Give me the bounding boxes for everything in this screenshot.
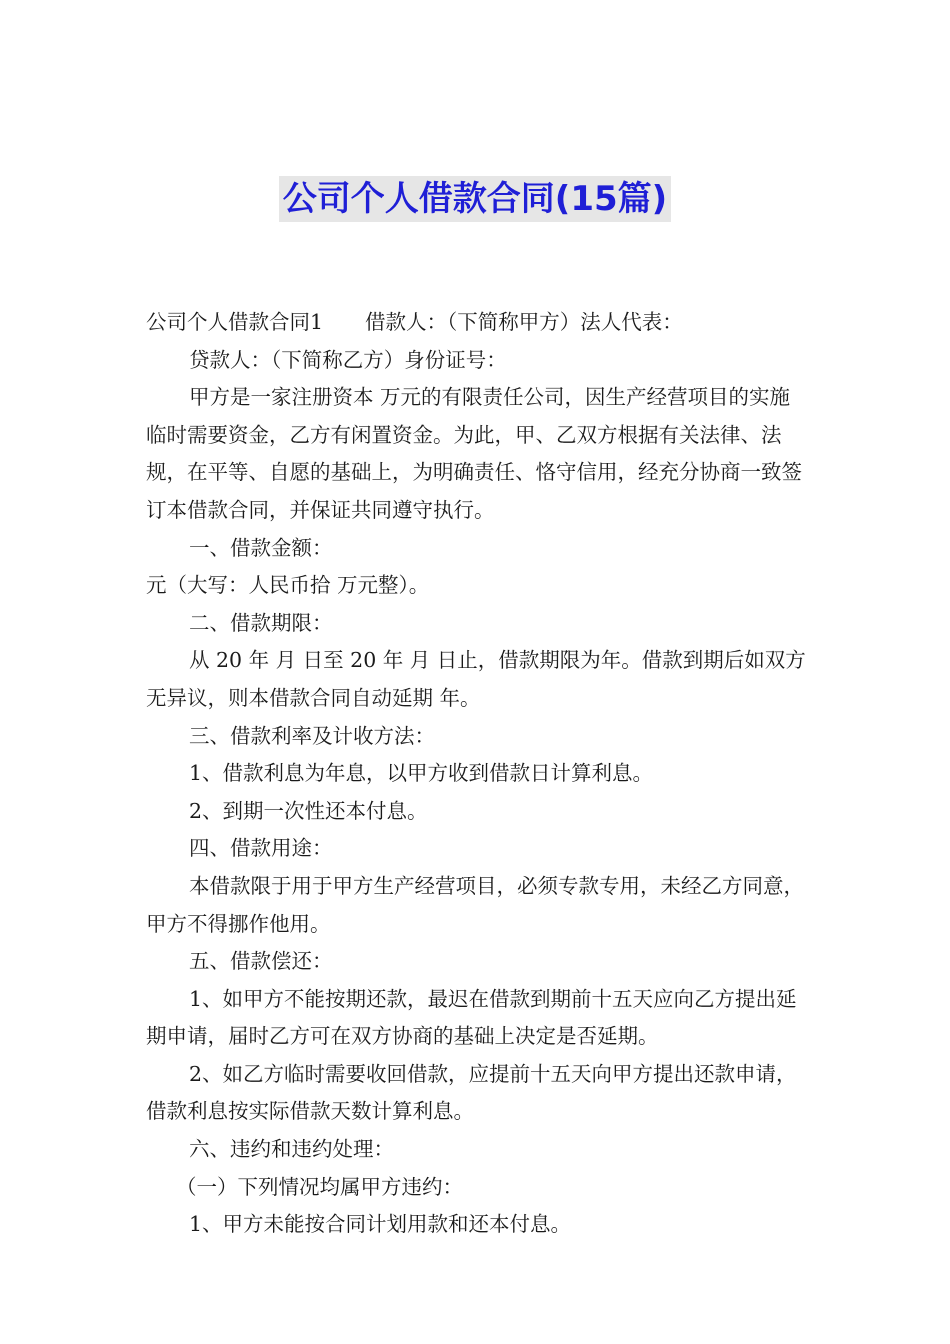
document-body [146, 304, 808, 1244]
paragraph: 2、如乙方临时需要收回借款，应提前十五天向甲方提出还款申请，借款利息按实际借款天数计算利息。 [146, 1061, 797, 1124]
paragraph: 本借款限于用于甲方生产经营项目，必须专款专用，未经乙方同意，甲方不得挪作他用。 [146, 873, 804, 936]
paragraph: 1、如甲方不能按期还款，最迟在借款到期前十五天应向乙方提出延期申请，届时乙方可在双方协商的基础上决定是否延期。 [146, 986, 797, 1049]
first-line [146, 304, 808, 342]
contract-heading: 公司个人借款合同1 [146, 310, 324, 334]
paragraph: 从 20 年 月 日至 20 年 月 日止，借款期限为年。借款到期后如双方无异议，则本借款合同自动延期 年。 [146, 648, 806, 710]
paragraph: 一、借款金额： [189, 535, 333, 560]
paragraph: 六、违约和违约处理： [189, 1137, 394, 1162]
borrower-line: 借款人：（下简称甲方）法人代表： [365, 310, 683, 334]
paragraph: 2、到期一次性还本付息。 [189, 798, 428, 823]
paragraph: 贷款人：（下简称乙方）身份证号： [189, 347, 507, 372]
paragraph: 1、甲方未能按合同计划用款和还本付息。 [189, 1212, 572, 1237]
title-container [0, 176, 950, 222]
paragraph: 元（大写：人民币拾 万元整）。 [146, 573, 430, 598]
paragraph: 二、借款期限： [189, 610, 333, 635]
document-title: 公司个人借款合同(15篇) [279, 176, 671, 222]
paragraph: 四、借款用途： [189, 836, 333, 861]
paragraph: 甲方是一家注册资本 万元的有限责任公司，因生产经营项目的实施临时需要资金，乙方有闲置资金。为此，甲、乙双方根据有关法律、法规，在平等、自愿的基础上，为明确责任、恪守信用，经充分协商一致签订本借款合同，并保证共同遵守执行。 [146, 385, 802, 522]
paragraph: 1、借款利息为年息，以甲方收到借款日计算利息。 [189, 761, 654, 786]
paragraph: （一）下列情况均属甲方违约： [176, 1174, 463, 1199]
paragraph: 三、借款利率及计收方法： [189, 723, 435, 748]
paragraph: 五、借款偿还： [189, 949, 333, 974]
paragraph-list [146, 342, 808, 1244]
